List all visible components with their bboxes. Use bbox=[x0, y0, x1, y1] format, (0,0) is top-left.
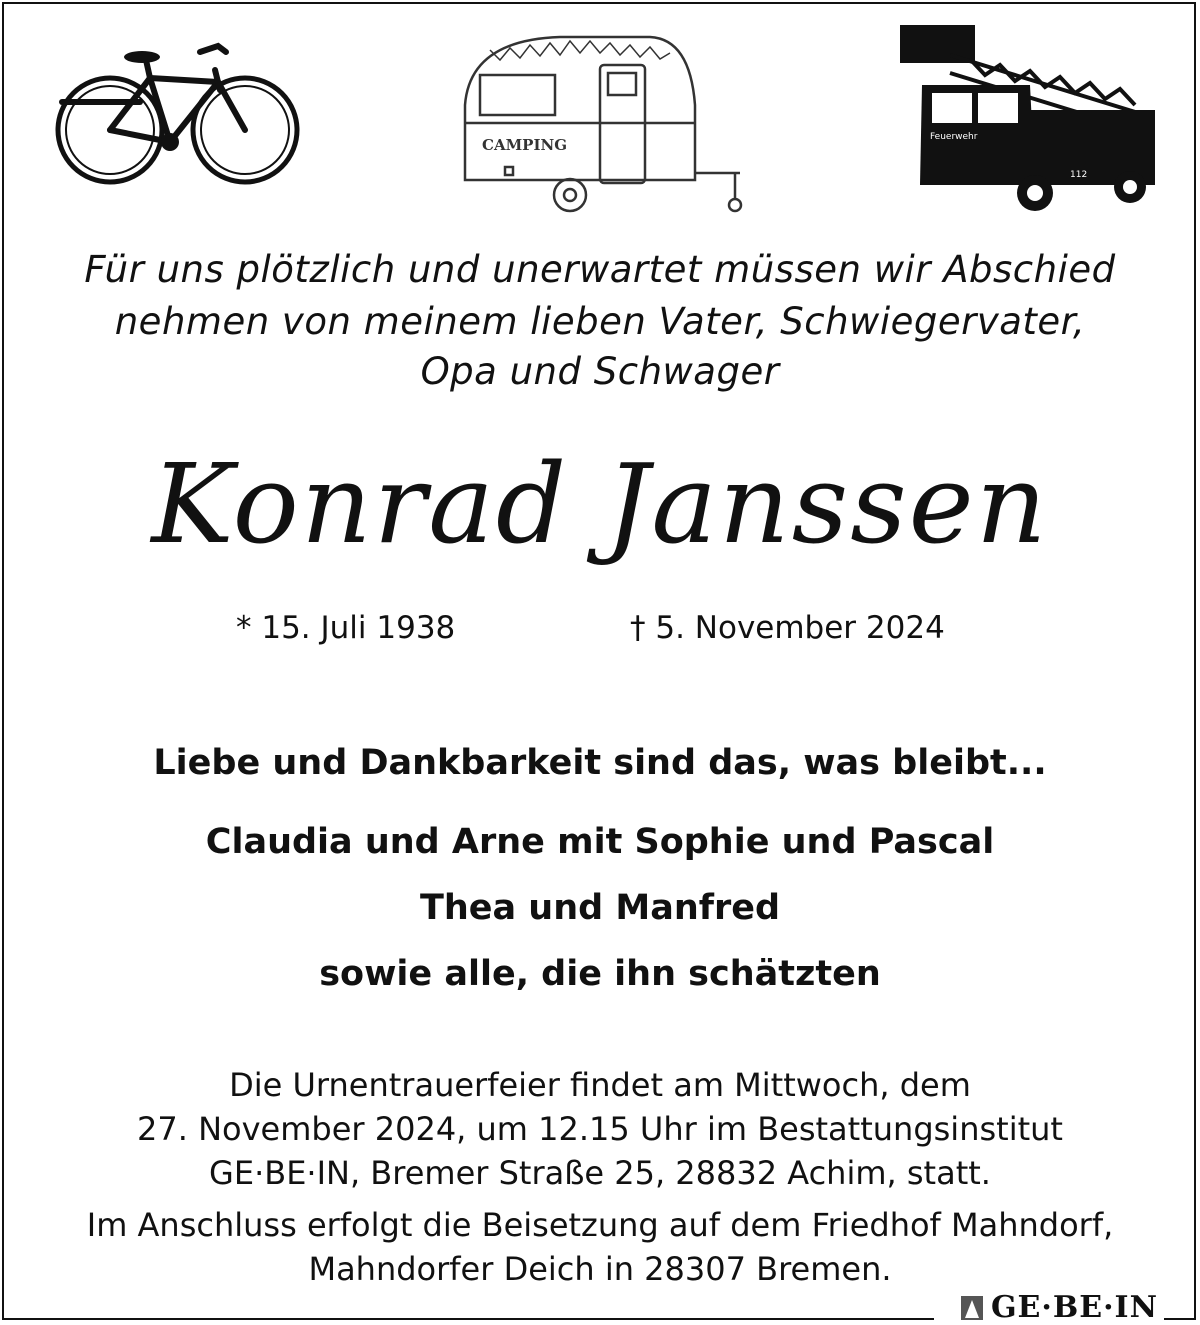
birth-date: * 15. Juli 1938 bbox=[236, 610, 456, 646]
caravan-icon bbox=[450, 25, 750, 220]
mourners-line-3: sowie alle, die ihn schätzten bbox=[319, 954, 881, 994]
mourners-line-1: Claudia und Arne mit Sophie und Pascal bbox=[205, 822, 995, 862]
mourners-line-2: Thea und Manfred bbox=[419, 888, 781, 928]
intro-line-1: Für uns plötzlich und unerwartet müssen wir Abschied bbox=[84, 248, 1116, 291]
logo-text: GE·BE·IN bbox=[990, 1290, 1158, 1325]
caravan-label: CAMPING bbox=[482, 136, 567, 154]
intro-line-2: nehmen von meinem lieben Vater, Schwiegervater, bbox=[114, 300, 1086, 343]
gebein-logo-icon bbox=[959, 1294, 985, 1322]
service-line-2: 27. November 2024, um 12.15 Uhr im Bestattungsinstitut bbox=[137, 1110, 1063, 1148]
truck-number: 112 bbox=[1070, 170, 1088, 180]
service-line-1: Die Urnentrauerfeier findet am Mittwoch, dem bbox=[229, 1066, 971, 1104]
service-line-3: GE·BE·IN, Bremer Straße 25, 28832 Achim, statt. bbox=[209, 1154, 991, 1192]
deceased-name: Konrad Janssen bbox=[151, 440, 1049, 568]
service-line-4: Im Anschluss erfolgt die Beisetzung auf dem Friedhof Mahndorf, bbox=[86, 1206, 1114, 1244]
funeral-home-logo bbox=[959, 1290, 1158, 1325]
motto: Liebe und Dankbarkeit sind das, was bleibt... bbox=[153, 743, 1047, 783]
death-date: † 5. November 2024 bbox=[630, 610, 945, 646]
bicycle-icon bbox=[50, 30, 300, 200]
fire-truck-icon bbox=[890, 15, 1165, 215]
service-line-5: Mahndorfer Deich in 28307 Bremen. bbox=[308, 1250, 892, 1288]
truck-label: Feuerwehr bbox=[930, 132, 978, 142]
intro-line-3: Opa und Schwager bbox=[420, 350, 780, 393]
